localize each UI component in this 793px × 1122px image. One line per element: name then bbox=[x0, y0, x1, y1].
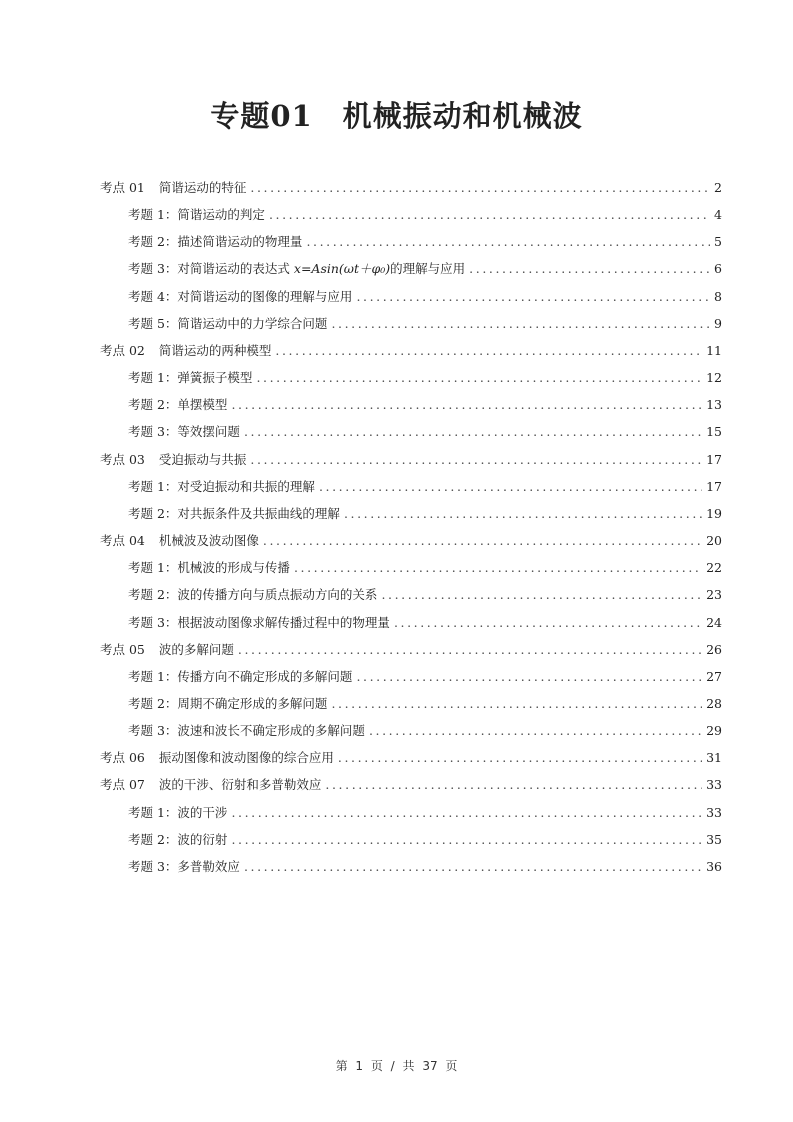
toc-page-number: 5 bbox=[714, 234, 722, 250]
toc-page-number: 31 bbox=[706, 750, 722, 766]
dot-leader bbox=[256, 370, 702, 385]
toc-page-number: 27 bbox=[706, 668, 722, 684]
toc-section-number: 考点 06 bbox=[100, 750, 145, 766]
toc-entry-text: 考题 2：波的传播方向与质点振动方向的关系 bbox=[128, 587, 378, 603]
dot-leader bbox=[244, 424, 702, 439]
dot-leader bbox=[394, 615, 702, 630]
dot-leader bbox=[294, 560, 702, 575]
toc-entry-text: 考题 1：波的干涉 bbox=[128, 804, 228, 820]
toc-entry-label bbox=[128, 287, 352, 305]
toc-entry-text-suffix: 的理解与应用 bbox=[390, 261, 466, 277]
toc-page-number: 23 bbox=[706, 587, 722, 603]
toc-subsection-entry[interactable] bbox=[100, 721, 722, 748]
toc-page-number: 2 bbox=[714, 180, 722, 195]
toc-subsection-entry[interactable] bbox=[100, 803, 722, 830]
toc-page-number: 29 bbox=[706, 723, 722, 739]
toc-subsection-entry[interactable] bbox=[100, 314, 722, 341]
toc-entry-label bbox=[128, 259, 465, 277]
dot-leader bbox=[244, 859, 702, 874]
dot-leader bbox=[338, 750, 702, 765]
toc-subsection-entry[interactable] bbox=[100, 395, 722, 422]
dot-leader bbox=[469, 261, 710, 276]
toc-page-number: 33 bbox=[706, 777, 722, 793]
toc-page-number: 20 bbox=[706, 533, 722, 549]
toc-entry-label bbox=[100, 531, 259, 549]
dot-leader bbox=[306, 234, 710, 249]
toc-entry-text: 考题 2：周期不确定形成的多解问题 bbox=[128, 695, 328, 711]
toc-section-number: 考点 03 bbox=[100, 451, 145, 467]
toc-subsection-entry[interactable] bbox=[100, 422, 722, 449]
toc-entry-text: 考题 2：波的衍射 bbox=[128, 831, 228, 847]
toc-entry-text: 考题 2：对共振条件及共振曲线的理解 bbox=[128, 505, 340, 521]
toc-entry-text: 考题 1：简谐运动的判定 bbox=[128, 207, 265, 223]
dot-leader bbox=[356, 289, 710, 304]
toc-entry-text: 考题 3：波速和波长不确定形成的多解问题 bbox=[128, 723, 365, 739]
toc-entry-label bbox=[128, 205, 265, 223]
toc-section-number: 考点 01 bbox=[100, 180, 145, 195]
toc-entry-label bbox=[128, 803, 227, 821]
toc-subsection-entry[interactable] bbox=[100, 287, 722, 314]
toc-page-number: 13 bbox=[706, 397, 722, 413]
toc-entry-label bbox=[128, 368, 252, 386]
toc-entry-text: 振动图像和波动图像的综合应用 bbox=[158, 750, 334, 766]
toc-subsection-entry[interactable] bbox=[100, 585, 722, 612]
toc-subsection-entry[interactable] bbox=[100, 477, 722, 504]
toc-entry-label bbox=[100, 748, 334, 766]
toc-entry-text: 考题 5：简谐运动中的力学综合问题 bbox=[128, 315, 328, 331]
toc-subsection-entry[interactable] bbox=[100, 613, 722, 640]
dot-leader bbox=[231, 397, 702, 412]
toc-section-number: 考点 04 bbox=[100, 533, 145, 549]
toc-page-number: 24 bbox=[706, 614, 722, 630]
toc-section-entry[interactable] bbox=[100, 748, 722, 775]
dot-leader bbox=[231, 832, 702, 847]
toc-entry-label bbox=[128, 558, 290, 576]
toc-entry-label bbox=[128, 395, 227, 413]
toc-subsection-entry[interactable] bbox=[100, 504, 722, 531]
toc-entry-label bbox=[128, 857, 240, 875]
toc-subsection-entry[interactable] bbox=[100, 232, 722, 259]
dot-leader bbox=[263, 533, 702, 548]
toc-page-number: 11 bbox=[706, 342, 722, 358]
dot-leader bbox=[344, 506, 702, 521]
toc-entry-label bbox=[128, 694, 327, 712]
toc-entry-text: 考题 3：等效摆问题 bbox=[128, 424, 240, 440]
toc-section-number: 考点 02 bbox=[100, 342, 145, 358]
toc-entry-text: 简谐运动的特征 bbox=[158, 180, 247, 195]
toc-subsection-entry[interactable] bbox=[100, 694, 722, 721]
toc-subsection-entry[interactable] bbox=[100, 857, 722, 884]
toc-page-number: 36 bbox=[706, 858, 722, 874]
toc-entry-label bbox=[128, 613, 390, 631]
toc-page-number: 9 bbox=[714, 315, 722, 331]
toc-entry-text: 考题 1：对受迫振动和共振的理解 bbox=[128, 478, 315, 494]
toc-page-number: 28 bbox=[706, 695, 722, 711]
toc-page-number: 22 bbox=[706, 560, 722, 576]
dot-leader bbox=[381, 587, 702, 602]
toc-subsection-entry[interactable] bbox=[100, 205, 722, 232]
toc-page-number: 19 bbox=[706, 505, 722, 521]
toc-page-number: 33 bbox=[706, 804, 722, 820]
toc-entry-label bbox=[128, 314, 327, 332]
toc-entry-label bbox=[128, 721, 365, 739]
toc-entry-label bbox=[100, 450, 246, 468]
toc-page-number: 35 bbox=[706, 831, 722, 847]
dot-leader bbox=[331, 696, 702, 711]
page-title: 专题01 机械振动和机械波 bbox=[210, 99, 583, 133]
dot-leader bbox=[250, 452, 702, 467]
toc-entry-label bbox=[128, 422, 240, 440]
toc-entry-label bbox=[128, 232, 302, 250]
toc-subsection-entry[interactable] bbox=[100, 830, 722, 857]
toc-entry-text: 考题 3：根据波动图像求解传播过程中的物理量 bbox=[128, 614, 390, 630]
toc-entry-text: 考题 1：传播方向不确定形成的多解问题 bbox=[128, 668, 353, 684]
toc-subsection-entry[interactable] bbox=[100, 259, 722, 286]
toc-entry-label bbox=[100, 178, 246, 196]
toc-entry-text: 考题 3：对简谐运动的表达式 bbox=[128, 261, 294, 277]
toc-entry-label bbox=[100, 775, 321, 793]
toc-section-entry[interactable] bbox=[100, 640, 722, 667]
toc-entry-text: 考题 4：对简谐运动的图像的理解与应用 bbox=[128, 288, 353, 304]
toc-subsection-entry[interactable] bbox=[100, 558, 722, 585]
toc-section-number: 考点 07 bbox=[100, 777, 145, 793]
toc-entry-text: 简谐运动的两种模型 bbox=[158, 342, 272, 358]
toc-section-number: 考点 05 bbox=[100, 641, 145, 657]
dot-leader bbox=[250, 180, 710, 195]
toc-page-number: 8 bbox=[714, 288, 722, 304]
toc-section-entry[interactable] bbox=[100, 531, 722, 558]
toc-page-number: 17 bbox=[706, 451, 722, 467]
toc-section-entry[interactable] bbox=[100, 450, 722, 477]
dot-leader bbox=[269, 207, 710, 222]
toc-entry-text: 考题 2：单摆模型 bbox=[128, 397, 228, 413]
toc-entry-label bbox=[128, 477, 315, 495]
toc-entry-label bbox=[100, 341, 271, 359]
toc-entry-label bbox=[100, 640, 234, 658]
dot-leader bbox=[275, 343, 702, 358]
toc-section-entry[interactable] bbox=[100, 178, 722, 205]
toc-page-number: 12 bbox=[706, 370, 722, 386]
dot-leader bbox=[356, 669, 702, 684]
toc-entry-text: 机械波及波动图像 bbox=[158, 533, 259, 549]
toc-page-number: 26 bbox=[706, 641, 722, 657]
toc-page-number: 15 bbox=[706, 424, 722, 440]
toc-entry-text: 受迫振动与共振 bbox=[158, 451, 247, 467]
dot-leader bbox=[238, 642, 702, 657]
table-of-contents bbox=[100, 178, 722, 884]
dot-leader bbox=[369, 723, 702, 738]
toc-entry-text: 波的干涉、衍射和多普勒效应 bbox=[158, 777, 322, 793]
dot-leader bbox=[319, 479, 702, 494]
toc-page-number: 17 bbox=[706, 478, 722, 494]
dot-leader bbox=[231, 805, 702, 820]
dot-leader bbox=[331, 316, 710, 331]
page-footer: 第 1 页 / 共 37 页 bbox=[335, 1059, 458, 1073]
toc-entry-text: 考题 1：弹簧振子模型 bbox=[128, 370, 253, 386]
toc-page-number: 6 bbox=[714, 261, 722, 277]
toc-entry-text: 波的多解问题 bbox=[158, 641, 234, 657]
toc-entry-text: 考题 1：机械波的形成与传播 bbox=[128, 560, 290, 576]
toc-subsection-entry[interactable] bbox=[100, 667, 722, 694]
toc-section-entry[interactable] bbox=[100, 775, 722, 802]
toc-entry-formula: x=Asin(ωt＋φ₀) bbox=[293, 261, 391, 277]
toc-entry-label bbox=[128, 504, 340, 522]
toc-entry-label bbox=[128, 830, 227, 848]
dot-leader bbox=[325, 777, 702, 792]
toc-page-number: 4 bbox=[714, 207, 722, 223]
toc-entry-text: 考题 3：多普勒效应 bbox=[128, 858, 240, 874]
toc-entry-label bbox=[128, 667, 352, 685]
toc-entry-label bbox=[128, 585, 377, 603]
toc-section-entry[interactable] bbox=[100, 341, 722, 368]
toc-entry-text: 考题 2：描述简谐运动的物理量 bbox=[128, 234, 303, 250]
toc-subsection-entry[interactable] bbox=[100, 368, 722, 395]
